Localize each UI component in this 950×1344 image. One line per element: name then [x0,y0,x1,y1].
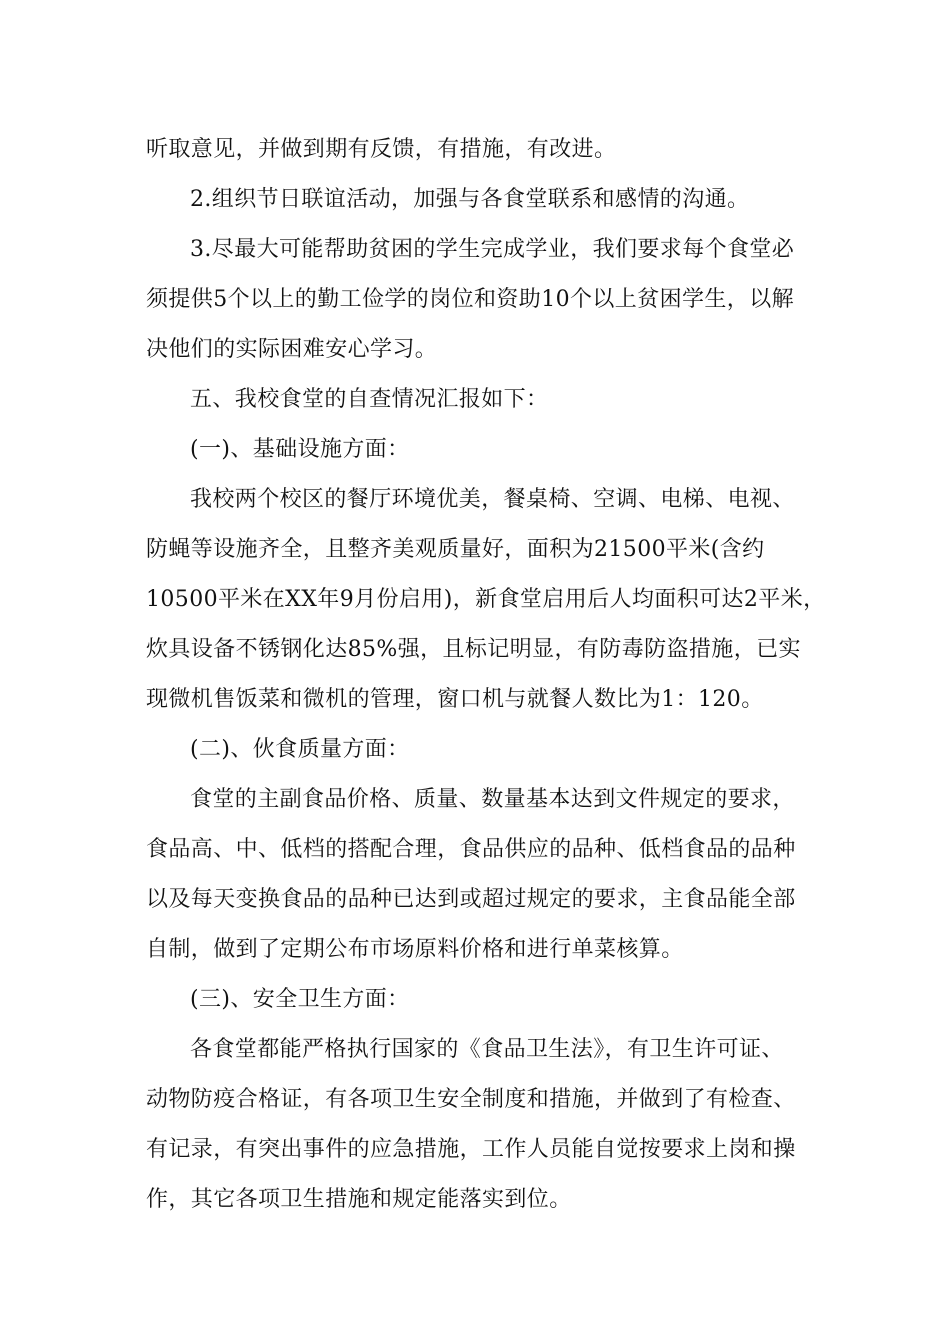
text-line: 食品高、中、低档的搭配合理，食品供应的品种、低档食品的品种 [146,837,796,862]
section-heading: 五、我校食堂的自查情况汇报如下： [190,387,549,412]
text-line: 炊具设备不锈钢化达85%强，且标记明显，有防毒防盗措施，已实 [146,637,801,662]
text-line: 3.尽最大可能帮助贫困的学生完成学业，我们要求每个食堂必 [190,237,795,262]
text-line: 决他们的实际困难安心学习。 [146,337,438,362]
text-line: 须提供5个以上的勤工俭学的岗位和资助10个以上贫困学生，以解 [146,287,794,312]
text-line: 作，其它各项卫生措施和规定能落实到位。 [146,1187,572,1212]
text-line: 现微机售饭菜和微机的管理，窗口机与就餐人数比为1：120。 [146,687,764,712]
subsection-heading: (三)、安全卫生方面： [190,987,410,1012]
text-line: 以及每天变换食品的品种已达到或超过规定的要求，主食品能全部 [146,887,796,912]
text-line: 10500平米在XX年9月份启用)，新食堂启用后人均面积可达2平米， [146,587,826,612]
text-line: 食堂的主副食品价格、质量、数量基本达到文件规定的要求， [190,787,795,812]
text-line: 动物防疫合格证，有各项卫生安全制度和措施，并做到了有检查、 [146,1087,796,1112]
text-line: 2.组织节日联谊活动，加强与各食堂联系和感情的沟通。 [190,187,750,212]
text-line: 自制，做到了定期公布市场原料价格和进行单菜核算。 [146,937,684,962]
text-line: 防蝇等设施齐全，且整齐美观质量好，面积为21500平米(含约 [146,537,765,562]
text-line: 有记录，有突出事件的应急措施，工作人员能自觉按要求上岗和操 [146,1137,796,1162]
subsection-heading: (二)、伙食质量方面： [190,737,410,762]
text-line: 我校两个校区的餐厅环境优美，餐桌椅、空调、电梯、电视、 [190,487,795,512]
subsection-heading: (一)、基础设施方面： [190,437,410,462]
text-line: 听取意见，并做到期有反馈，有措施，有改进。 [146,137,617,162]
text-line: 各食堂都能严格执行国家的《食品卫生法》，有卫生许可证、 [190,1037,784,1062]
